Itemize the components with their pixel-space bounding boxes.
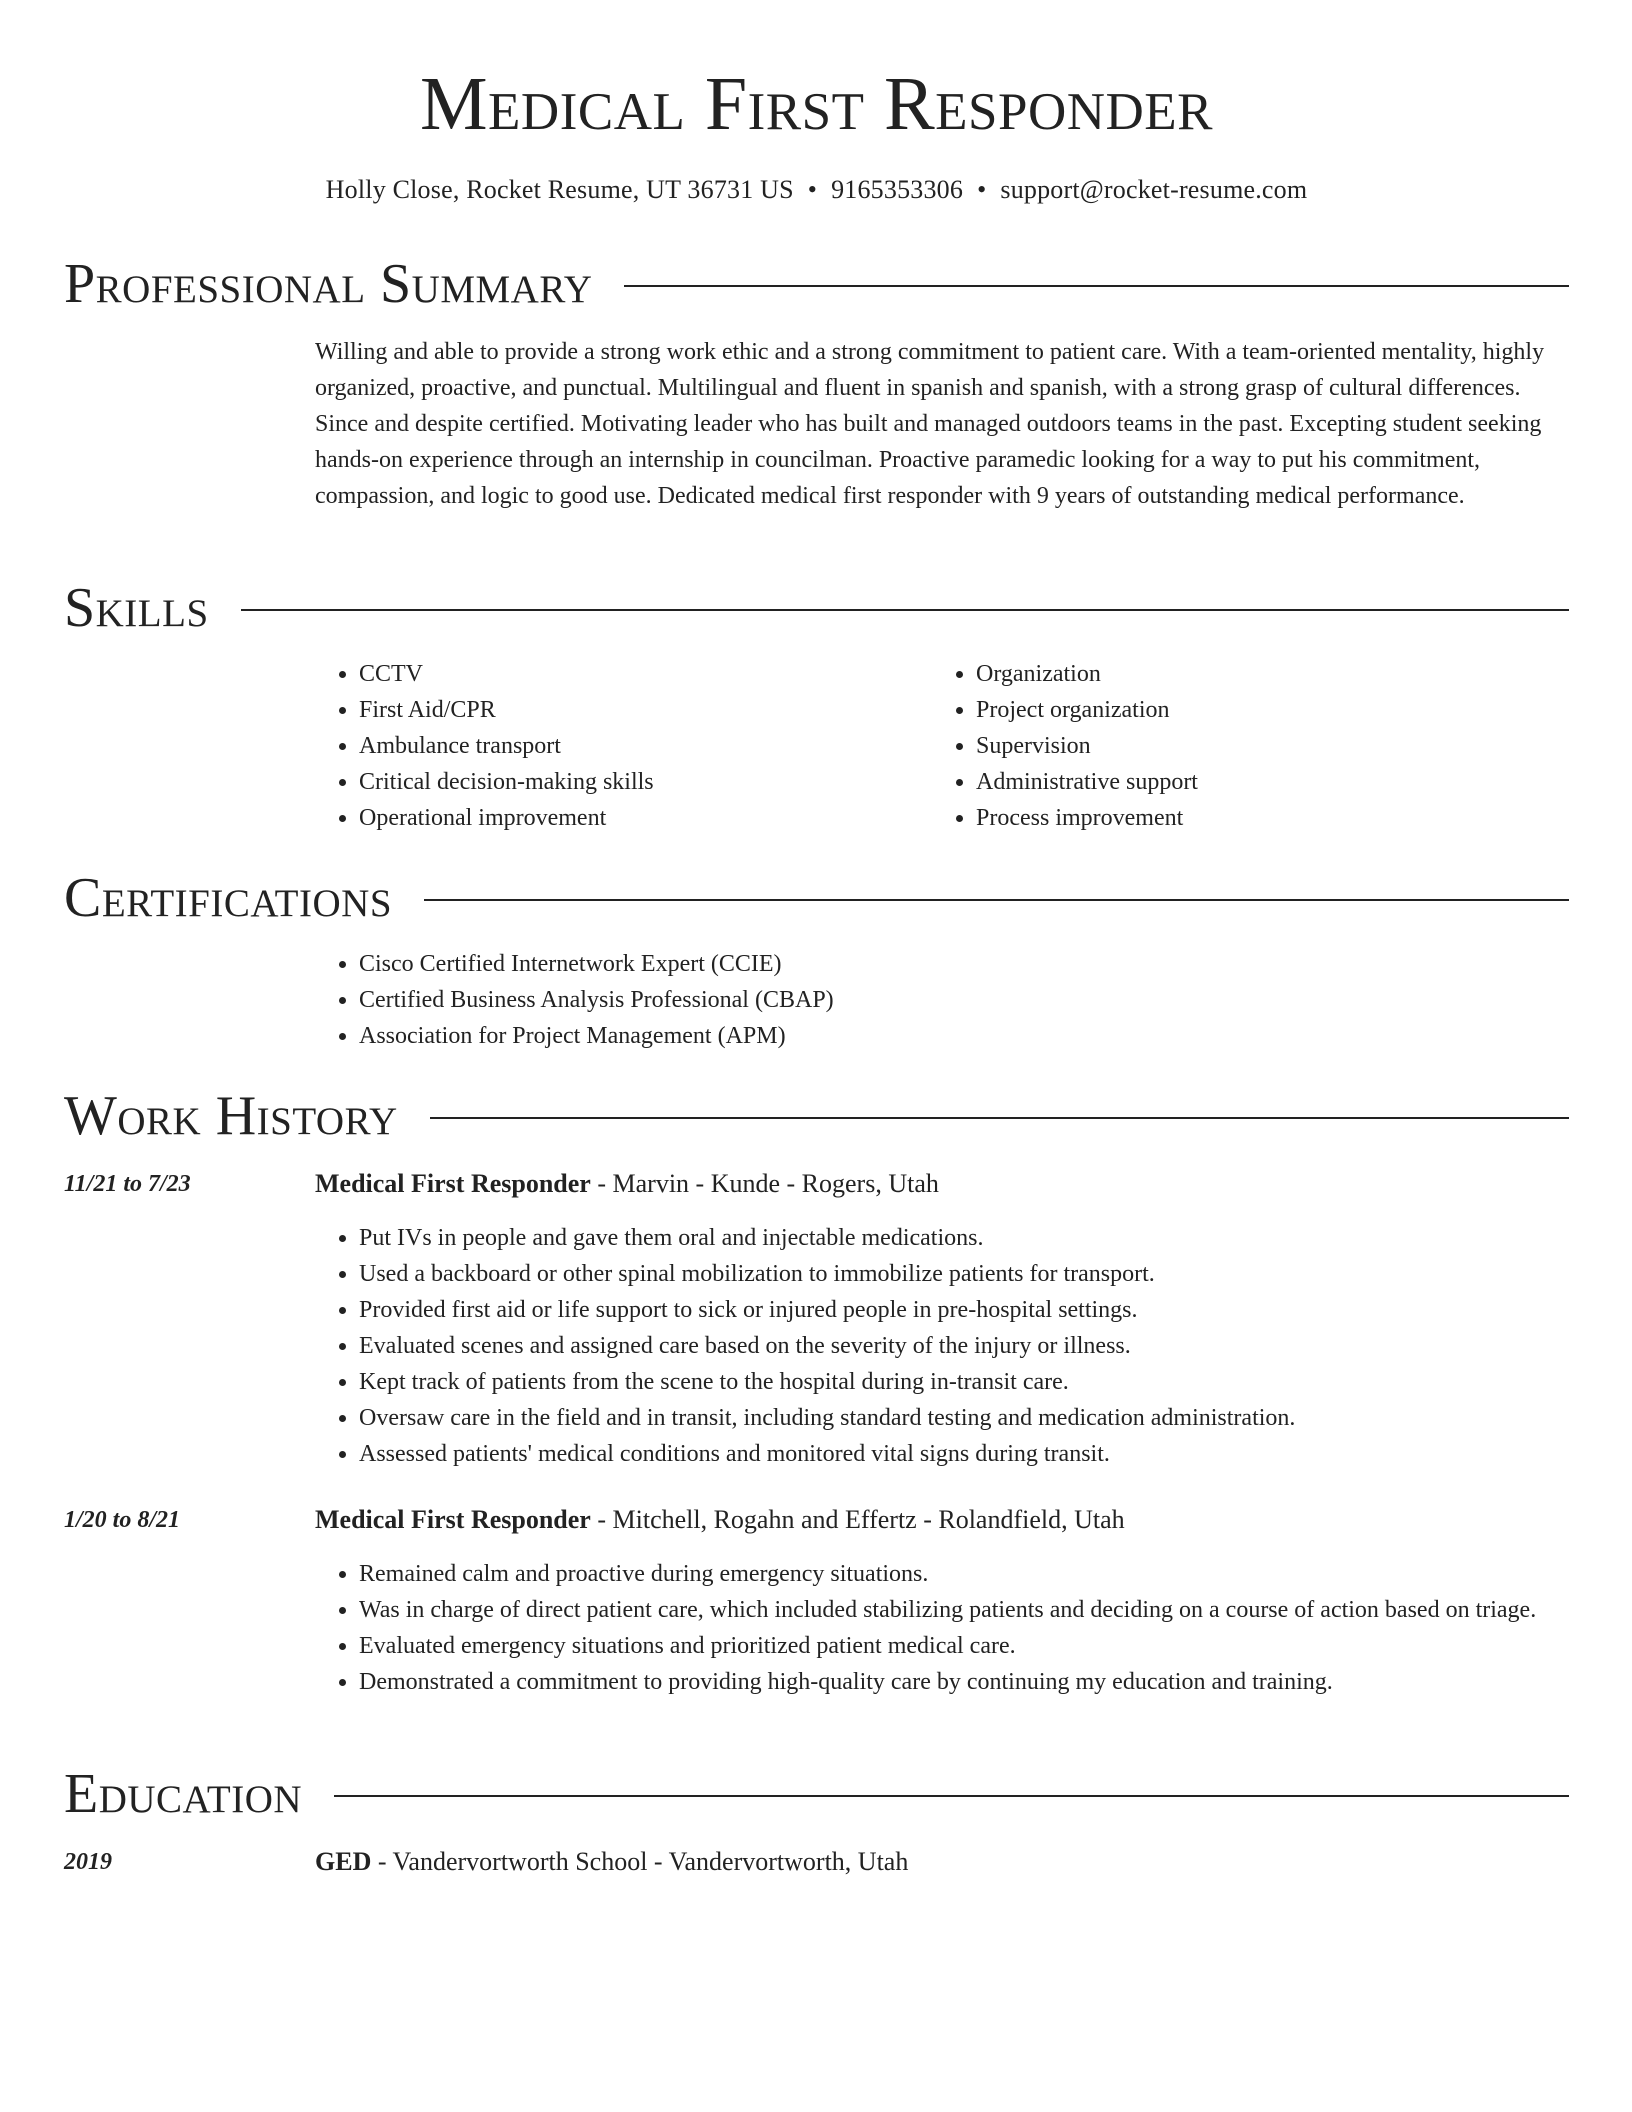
skill-item: • Process improvement — [976, 800, 1549, 836]
education-entry — [315, 1844, 1569, 1880]
job-bullet: • Assessed patients' medical conditions and monitored vital signs during transit. — [359, 1436, 1569, 1472]
skill-item: • First Aid/CPR — [359, 692, 932, 728]
job-bullet: • Oversaw care in the field and in transit, including standard testing and medication administration. — [359, 1400, 1569, 1436]
contact-phone: 9165353306 — [831, 175, 964, 204]
job-bullet: • Was in charge of direct patient care, which included stabilizing patients and deciding on a course of action based on triage. — [359, 1592, 1569, 1628]
job-dates: 1/20 to 8/21 — [64, 1507, 181, 1533]
skill-item: • Operational improvement — [359, 800, 932, 836]
skills-heading: Skills — [64, 577, 209, 639]
certification-item: • Association for Project Management (APM) — [359, 1018, 1569, 1054]
job-details: - Mitchell, Rogahn and Effertz - Rolandfield, Utah — [590, 1505, 1125, 1534]
job-entry — [315, 1502, 1569, 1700]
contact-separator: • — [807, 175, 818, 204]
job-bullet: • Demonstrated a commitment to providing high-quality care by continuing my education and training. — [359, 1664, 1569, 1700]
education-details: - Vandervortworth School - Vandervortworth, Utah — [371, 1847, 909, 1876]
skill-item: • Ambulance transport — [359, 728, 932, 764]
job-bullet: • Put IVs in people and gave them oral and injectable medications. — [359, 1220, 1569, 1256]
skills-body — [315, 656, 1569, 836]
section-divider — [624, 285, 1569, 287]
education-section-header — [64, 1762, 1569, 1826]
job-bullet: • Kept track of patients from the scene to the hospital during in-transit care. — [359, 1364, 1569, 1400]
job-bullet: • Evaluated emergency situations and prioritized patient medical care. — [359, 1628, 1569, 1664]
contact-line — [64, 172, 1569, 208]
job-bullets — [315, 1220, 1569, 1472]
section-divider — [241, 609, 1569, 611]
job-dates: 11/21 to 7/23 — [64, 1171, 191, 1197]
section-divider — [430, 1117, 1569, 1119]
skills-section-header — [64, 576, 1569, 640]
skill-item: • CCTV — [359, 656, 932, 692]
certification-item: • Certified Business Analysis Professional (CBAP) — [359, 982, 1569, 1018]
skill-item: • Critical decision-making skills — [359, 764, 932, 800]
job-entry — [315, 1166, 1569, 1472]
skills-list-right — [932, 656, 1549, 836]
resume-name: Medical First Responder — [419, 62, 1214, 146]
education-heading: Education — [64, 1763, 303, 1825]
certifications-heading: Certifications — [64, 867, 393, 929]
summary-body — [315, 334, 1569, 514]
summary-text: Willing and able to provide a strong work ethic and a strong commitment to patient care. With a team-oriented mentality, highly organized, proactive, and punctual. Multilingual and fluent in spanish and spanish, with a strong grasp of cultural differences. Since and despite certified. Motivating leader who has built and managed outdoors teams in the past. Excepting student seeking hands-on experience through an internship in councilman. Proactive paramedic looking for a way to put his commitment, compassion, and logic to good use. Dedicated medical first responder with 9 years of outstanding medical performance. — [315, 339, 1545, 509]
section-divider — [424, 899, 1569, 901]
contact-address: Holly Close, Rocket Resume, UT 36731 US — [325, 175, 794, 204]
skills-list-left — [315, 656, 932, 836]
job-bullet: • Used a backboard or other spinal mobilization to immobilize patients for transport. — [359, 1256, 1569, 1292]
job-bullet: • Provided first aid or life support to sick or injured people in pre-hospital settings. — [359, 1292, 1569, 1328]
summary-section-header — [64, 252, 1569, 316]
skills-grid — [315, 656, 1569, 836]
education-year: 2019 — [64, 1849, 112, 1875]
certifications-section-header — [64, 866, 1569, 930]
skill-item: • Organization — [976, 656, 1549, 692]
certification-item: • Cisco Certified Internetwork Expert (CCIE) — [359, 946, 1569, 982]
certifications-list — [315, 946, 1569, 1054]
education-degree: GED — [315, 1847, 372, 1876]
job-bullet: • Evaluated scenes and assigned care based on the severity of the injury or illness. — [359, 1328, 1569, 1364]
work-heading: Work History — [64, 1085, 398, 1147]
contact-email: support@rocket-resume.com — [1000, 175, 1308, 204]
summary-heading: Professional Summary — [64, 253, 593, 315]
certifications-body — [315, 946, 1569, 1054]
skill-item: • Supervision — [976, 728, 1549, 764]
work-section-header — [64, 1084, 1569, 1148]
job-header — [315, 1502, 1569, 1538]
section-divider — [334, 1795, 1569, 1797]
job-bullets — [315, 1556, 1569, 1700]
job-title: Medical First Responder — [315, 1169, 591, 1198]
contact-separator: • — [977, 175, 987, 204]
skill-item: • Administrative support — [976, 764, 1549, 800]
job-header — [315, 1166, 1569, 1202]
job-details: - Marvin - Kunde - Rogers, Utah — [590, 1169, 939, 1198]
job-bullet: • Remained calm and proactive during emergency situations. — [359, 1556, 1569, 1592]
skill-item: • Project organization — [976, 692, 1549, 728]
education-line — [315, 1844, 1569, 1880]
job-title: Medical First Responder — [315, 1505, 591, 1534]
